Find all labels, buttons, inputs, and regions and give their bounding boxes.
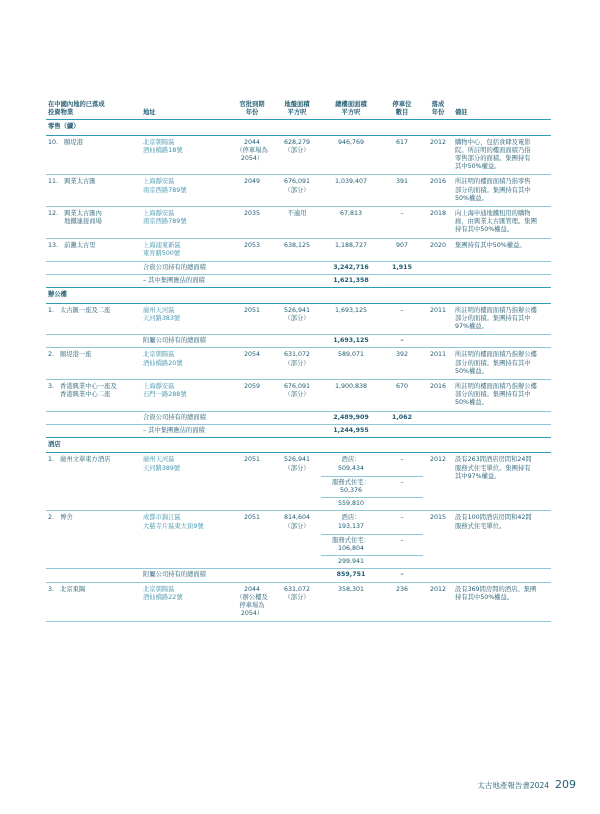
spacer-cell [46,262,141,275]
gfa-cell: 589,071 [321,348,381,380]
parking-cell: 391 [381,175,423,207]
lease-expiry-cell: 2044 （辦公樓及 停車場為 2054） [231,582,273,622]
lease-expiry-cell: 2035 [231,207,273,239]
project-name: 廣州文華東方酒店 [60,456,111,464]
remarks-cell: 向上海申通地鐵租用的購物 廊，由興業太古匯管理。集團 持有其中50%權益。 [453,207,551,239]
item-number: 12. [48,210,59,218]
parking-cell: 907 [381,238,423,261]
spacer-cell [423,275,453,288]
total-gfa: 1,693,125 [321,335,381,348]
item-number: 13. [48,241,59,249]
total-parking: – [381,335,423,348]
gfa-cell: 946,769 [321,135,381,175]
gfa-hotel-cell: 酒店： 193,137 [321,511,381,534]
address-cell: 北京朝陽區 酒仙橋路22號 [141,582,231,622]
page-number: 209 [555,778,576,791]
site-area-cell: 526,941 （部分） [273,453,321,511]
col-project: 在中國內地的已落成 投資物業 [46,101,141,120]
spacer-cell [453,335,551,348]
parking-cell: – [381,511,423,534]
address-cell: 上海靜安區 南京西路789號 [141,207,231,239]
total-parking: – [381,569,423,582]
total-parking: 1,062 [381,411,423,424]
site-area-cell: 526,941 （部分） [273,303,321,335]
gfa-serviced-cell: 服務式住宅： 106,804 [321,534,381,555]
completion-cell: 2012 [423,453,453,511]
site-area-cell: 631,072 （部分） [273,348,321,380]
project-cell [46,348,141,380]
site-area-cell: 814,604 （部分） [273,511,321,569]
project-name: 興業太古匯 [64,178,96,186]
parking-cell: – [381,207,423,239]
col-completion: 落成 年份 [423,101,453,120]
project-name: 博舍 [60,514,73,522]
remarks-cell: 設有263間酒店房間和24間 服務式住宅單位。集團持有 其中97%權益。 [453,453,551,511]
lease-expiry-cell: 2044 （停車場為 2054） [231,135,273,175]
address-cell: 上海浦東新區 東育路500號 [141,238,231,261]
col-parking: 停車位 數目 [381,101,423,120]
section-office [46,288,551,303]
table-row [46,238,551,261]
address-cell: 成都市錦江區 大慈寺片區東大街9號 [141,511,231,569]
project-cell [46,135,141,175]
section-retail [46,120,551,135]
project-cell [46,207,141,239]
table-row [46,511,551,534]
item-number: 10. [48,138,59,146]
site-area-cell: 631,072 （部分） [273,582,321,622]
project-cell [46,511,141,569]
site-area-cell: 不適用 [273,207,321,239]
section-hotel [46,438,551,453]
project-name: 前灘太古里 [64,241,96,249]
table-row [46,207,551,239]
project-cell [46,238,141,261]
spacer-cell [423,335,453,348]
table-row [46,348,551,380]
completion-cell: 2011 [423,303,453,335]
remarks-cell: 設有100間酒店房間和42間 服務式住宅單位。 [453,511,551,569]
total-row [46,569,551,582]
total-parking [381,275,423,288]
table-row [46,380,551,412]
total-row [46,262,551,275]
remarks-cell: 購物中心，包括食肆及電影 院。所註明的樓面面積乃指 零售部分的面積。集團持有 其中50%權益。 [453,135,551,175]
table-row [46,303,551,335]
lease-expiry-cell: 2053 [231,238,273,261]
address-cell: 廣州天河區 天河路389號 [141,453,231,511]
total-gfa: 859,751 [321,569,381,582]
gfa-cell: 1,188,727 [321,238,381,261]
completion-cell: 2011 [423,348,453,380]
table-body [46,120,551,622]
completion-cell: 2012 [423,582,453,622]
col-remarks: 備註 [453,101,551,120]
total-row [46,275,551,288]
spacer-cell [381,556,423,569]
total-label: – 其中集團應佔的面積 [141,275,321,288]
item-number: 2. [48,351,55,359]
total-label: 附屬公司持有的總面積 [141,569,321,582]
total-gfa: 1,621,358 [321,275,381,288]
site-area-cell: 676,091 （部分） [273,380,321,412]
gfa-hotel-cell: 酒店： 509,434 [321,453,381,476]
site-area-cell: 676,091 （部分） [273,175,321,207]
investment-property-table [46,101,551,622]
project-name: 北京東隅 [60,585,86,593]
spacer-cell [46,569,141,582]
spacer-cell [46,275,141,288]
completion-cell: 2012 [423,135,453,175]
completion-cell: 2018 [423,207,453,239]
parking-cell: – [381,476,423,497]
gfa-subtotal-cell: 559,810 [321,498,381,511]
total-label: – 其中集團應佔的面積 [141,424,321,437]
address-cell: 上海靜安區 石門一路288號 [141,380,231,412]
project-cell [46,303,141,335]
parking-cell: – [381,303,423,335]
col-lease-expiry: 官批到期 年份 [231,101,273,120]
project-name: 香港興業中心一座及 香港興業中心二座 [60,383,117,399]
project-cell [46,175,141,207]
completion-cell: 2015 [423,511,453,569]
lease-expiry-cell: 2051 [231,511,273,569]
table-row [46,582,551,622]
address-cell: 廣州天河區 天河路383號 [141,303,231,335]
total-label: 合資公司持有的總面積 [141,411,321,424]
spacer-cell [46,411,141,424]
spacer-cell [453,411,551,424]
parking-cell: 617 [381,135,423,175]
item-number: 2. [48,514,55,522]
total-gfa: 1,244,955 [321,424,381,437]
parking-cell: – [381,534,423,555]
project-name: 太古匯一座及二座 [60,306,111,314]
project-name: 頤堤港 [64,138,83,146]
project-cell [46,453,141,511]
spacer-cell [453,262,551,275]
total-gfa: 2,489,909 [321,411,381,424]
spacer-cell [381,498,423,511]
gfa-cell: 358,301 [321,582,381,622]
remarks-cell: 所註明的樓面面積乃指辦公樓 部分的面積。集團持有其中 50%權益。 [453,348,551,380]
remarks-cell: 集團持有其中50%權益。 [453,238,551,261]
table-header [46,101,551,120]
parking-cell: – [381,453,423,476]
total-label: 合資公司持有的總面積 [141,262,321,275]
lease-expiry-cell: 2051 [231,303,273,335]
lease-expiry-cell: 2054 [231,348,273,380]
table-row [46,175,551,207]
project-name: 興業太古匯內 地鐵連接商場 [64,210,102,226]
spacer-cell [46,424,141,437]
remarks-cell: 所註明的樓面面積乃指辦公樓 部分的面積。集團持有其中 97%權益。 [453,303,551,335]
table-row [46,135,551,175]
gfa-subtotal-cell: 299,941 [321,556,381,569]
item-number: 1. [48,306,55,314]
item-number: 3. [48,383,55,391]
total-label: 附屬公司持有的總面積 [141,335,321,348]
total-row [46,411,551,424]
section-title: 零售（續） [46,120,551,135]
parking-cell: 670 [381,380,423,412]
col-site-area: 地盤面積 平方呎 [273,101,321,120]
table-row [46,453,551,476]
spacer-cell [423,411,453,424]
section-title: 辦公樓 [46,288,551,303]
spacer-cell [423,262,453,275]
project-name: 頤堤港一座 [60,351,92,359]
remarks-cell: 設有369間房間的酒店。集團 持有其中50%權益。 [453,582,551,622]
completion-cell: 2016 [423,175,453,207]
spacer-cell [453,275,551,288]
project-cell [46,380,141,412]
col-gfa: 總樓面面積 平方呎 [321,101,381,120]
remarks-cell: 所註明的樓面面積乃指辦公樓 部分的面積。集團持有其中 50%權益。 [453,380,551,412]
spacer-cell [423,569,453,582]
total-parking [381,424,423,437]
remarks-cell: 所註明的樓面面積乃指零售 部分的面積。集團持有其中 50%權益。 [453,175,551,207]
total-row [46,335,551,348]
spacer-cell [423,424,453,437]
report-title: 太古地產報告書2024 [477,781,549,790]
address-cell: 北京朝陽區 酒仙橋路18號 [141,135,231,175]
parking-cell: 392 [381,348,423,380]
col-address: 地址 [141,101,231,120]
spacer-cell [46,335,141,348]
section-title: 酒店 [46,438,551,453]
gfa-cell: 1,900,838 [321,380,381,412]
completion-cell: 2020 [423,238,453,261]
gfa-serviced-cell: 服務式住宅： 50,376 [321,476,381,497]
item-number: 11. [48,178,59,186]
item-number: 1. [48,456,55,464]
site-area-cell: 628,279 （部分） [273,135,321,175]
gfa-cell: 1,039,407 [321,175,381,207]
item-number: 3. [48,585,55,593]
lease-expiry-cell: 2049 [231,175,273,207]
address-cell: 北京朝陽區 酒仙橋路20號 [141,348,231,380]
completion-cell: 2016 [423,380,453,412]
total-parking: 1,915 [381,262,423,275]
total-row [46,424,551,437]
page-footer [477,778,576,791]
parking-cell: 236 [381,582,423,622]
project-cell [46,582,141,622]
address-cell: 上海靜安區 南京西路789號 [141,175,231,207]
total-gfa: 3,242,716 [321,262,381,275]
spacer-cell [453,424,551,437]
lease-expiry-cell: 2059 [231,380,273,412]
gfa-cell: 67,813 [321,207,381,239]
lease-expiry-cell: 2051 [231,453,273,511]
spacer-cell [453,569,551,582]
site-area-cell: 638,125 [273,238,321,261]
gfa-cell: 1,693,125 [321,303,381,335]
